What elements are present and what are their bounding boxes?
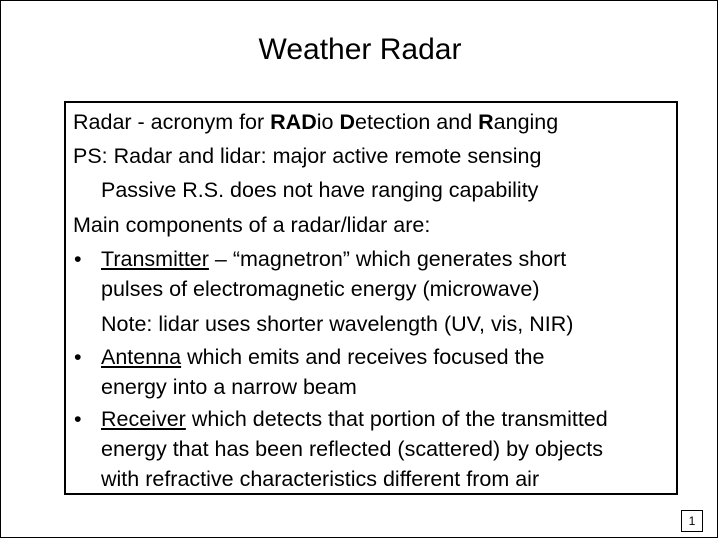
line-main-components: Main components of a radar/lidar are: bbox=[73, 213, 431, 237]
bullet-antenna: • bbox=[74, 345, 82, 369]
line-radar-acronym bbox=[73, 109, 558, 135]
line-ps: PS: Radar and lidar: major active remote sensing bbox=[73, 144, 542, 168]
antenna-desc: which emits and receives focused the bbox=[181, 345, 545, 369]
bullet-receiver: • bbox=[74, 407, 82, 431]
line-passive: Passive R.S. does not have ranging capability bbox=[101, 178, 539, 202]
transmitter-term: Transmitter bbox=[101, 247, 209, 271]
line-narrow-beam: energy into a narrow beam bbox=[101, 375, 357, 399]
receiver-desc: which detects that portion of the transmitted bbox=[185, 407, 608, 431]
line-lidar-note: Note: lidar uses shorter wavelength (UV, vis, NIR) bbox=[101, 312, 574, 336]
line-transmitter bbox=[101, 246, 566, 272]
acronym-text-2: io bbox=[316, 110, 340, 134]
line-receiver bbox=[101, 406, 608, 432]
acronym-bold-d: D bbox=[339, 110, 355, 134]
acronym-text-4: anging bbox=[493, 110, 559, 134]
acronym-bold-r: R bbox=[478, 110, 494, 134]
line-antenna bbox=[101, 344, 544, 370]
antenna-term: Antenna bbox=[101, 345, 182, 369]
acronym-text-3: etection and bbox=[355, 110, 479, 134]
page-number: 1 bbox=[681, 510, 703, 532]
line-pulses: pulses of electromagnetic energy (microwave) bbox=[101, 277, 540, 301]
acronym-text-1: Radar - acronym for bbox=[73, 110, 271, 134]
bullet-transmitter: • bbox=[74, 247, 82, 271]
transmitter-desc: – “magnetron” which generates short bbox=[208, 247, 567, 271]
line-refractive: with refractive characteristics different from air bbox=[101, 467, 540, 491]
acronym-bold-rad: RAD bbox=[270, 110, 317, 134]
line-reflected: energy that has been reflected (scattered) by objects bbox=[101, 437, 603, 461]
receiver-term: Receiver bbox=[101, 407, 186, 431]
slide-title: Weather Radar bbox=[258, 33, 462, 66]
